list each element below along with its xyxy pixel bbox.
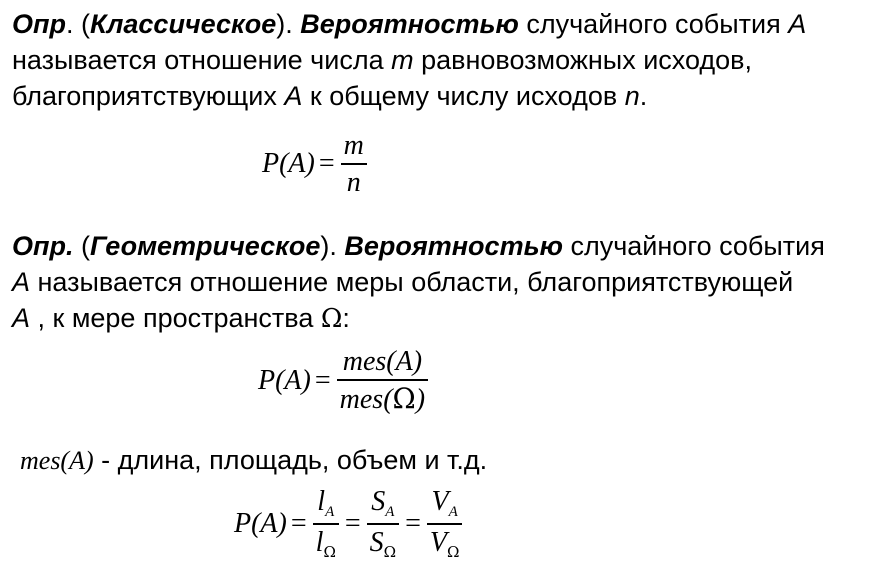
fraction (341, 132, 367, 197)
area-fraction (367, 488, 399, 560)
text: ). (320, 231, 345, 261)
volume-symbol: V (429, 526, 448, 558)
text: называется отношение меры области, благоприятствующей (30, 267, 794, 297)
definition-type: Геометрическое (90, 231, 321, 261)
text: . (639, 81, 648, 111)
fraction (337, 348, 428, 414)
text: , к мере пространства (30, 303, 321, 333)
length-symbol: l (317, 486, 326, 517)
length-fraction (313, 488, 339, 560)
denominator-text: mes( (339, 383, 393, 415)
definition-term: Вероятностью (300, 9, 519, 39)
variable-n: n (624, 81, 640, 111)
event-symbol: А (12, 267, 31, 297)
numerator: mes(A) (342, 346, 423, 377)
text: называется отношение числа (12, 45, 392, 75)
text: случайного события (562, 231, 825, 261)
definition-label: Опр (12, 9, 66, 39)
equals-sign: = (290, 507, 307, 539)
geometric-definition (12, 228, 872, 337)
subscript: A (385, 504, 395, 520)
denominator: n (346, 166, 361, 198)
classical-probability-formula (262, 132, 369, 197)
text: ). (276, 9, 301, 39)
numerator: m (343, 130, 364, 161)
subscript: Ω (383, 542, 397, 561)
classical-definition (12, 6, 872, 114)
area-symbol: S (369, 526, 384, 558)
event-symbol: А (788, 9, 807, 39)
denominator (313, 525, 339, 560)
denominator (337, 381, 428, 414)
text: : (342, 303, 350, 333)
numerator (314, 488, 337, 523)
subscript: A (448, 504, 458, 520)
definition-label: Опр. (12, 231, 74, 261)
text: равновозможных исходов, (413, 45, 753, 75)
subscript: Ω (447, 542, 460, 561)
numerator (368, 488, 397, 523)
formula-lhs: P(A) (258, 364, 311, 396)
text: случайного события (518, 9, 789, 39)
omega-symbol: Ω (392, 381, 416, 415)
subscript: Ω (323, 542, 336, 561)
area-symbol: S (371, 486, 386, 517)
equals-sign: = (314, 364, 331, 396)
omega-symbol: Ω (320, 304, 343, 334)
event-symbol: А (284, 81, 303, 111)
variable-m: m (391, 45, 414, 75)
text: к общему числу исходов (302, 81, 625, 111)
length-symbol: l (315, 526, 324, 558)
numerator (429, 488, 461, 523)
volume-symbol: V (431, 486, 449, 517)
subscript: A (325, 504, 335, 520)
measure-expression: mes(A) (20, 446, 94, 475)
denominator (427, 525, 463, 560)
denominator-text: ) (415, 383, 426, 415)
text: благоприятствующих (12, 81, 285, 111)
note-text: - длина, площадь, объем и т.д. (93, 445, 488, 475)
text: ( (73, 231, 90, 261)
definition-term: Вероятностью (344, 231, 563, 261)
definition-type: Классическое (90, 9, 277, 39)
measure-ratio-formula (234, 488, 464, 560)
equals-sign: = (344, 507, 361, 539)
formula-lhs: P(A) (262, 148, 315, 180)
text: . ( (66, 9, 90, 39)
volume-fraction (427, 488, 463, 560)
equals-sign: = (405, 507, 421, 539)
equals-sign: = (318, 148, 335, 180)
denominator (367, 525, 399, 560)
formula-lhs: P(A) (234, 507, 287, 539)
event-symbol: А (12, 303, 31, 333)
measure-note (20, 442, 880, 479)
geometric-probability-formula (258, 348, 430, 414)
